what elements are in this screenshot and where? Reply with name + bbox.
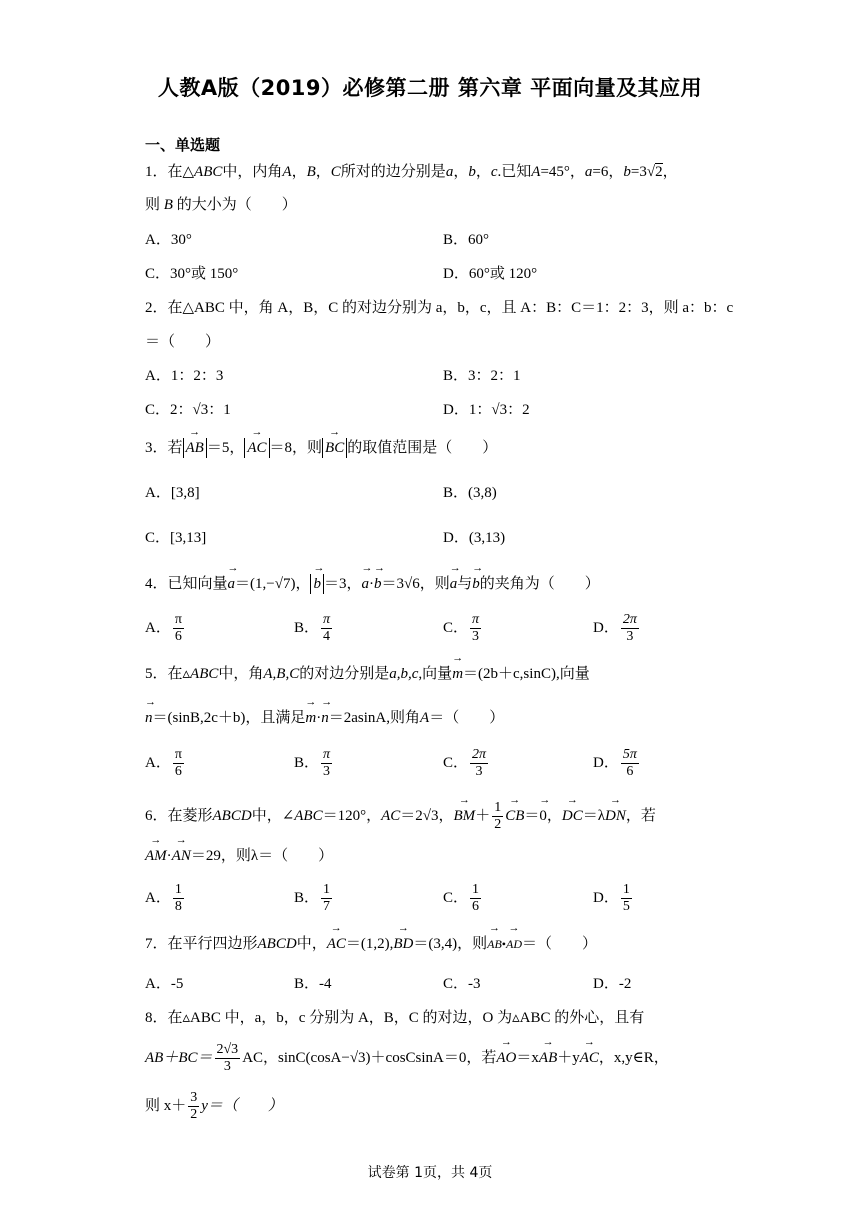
q8-stem-line3: 则 x＋ $\frac{3}{2}$ y＝（ ） [145,1090,283,1122]
q6-option-d[interactable]: D． $\frac{1}{5}$ [593,882,630,914]
q5-option-c[interactable]: C． $\frac{2\pi}{3}$ [443,747,487,779]
page-title: 人教A版（2019）必修第二册 第六章 平面向量及其应用 [157,76,703,100]
q6-option-c[interactable]: C． $\frac{1}{6}$ [443,882,480,914]
q1-option-a[interactable]: A．30° [145,232,192,248]
q6-option-a[interactable]: A． $\frac{1}{8}$ [145,882,182,914]
q1-stem-line1: 1．在△ABC中，内角A，B，C所对的边分别是a，b，c.已知A=45°，a=6，b=3√2， [145,164,678,180]
q2-option-c[interactable]: C．2：√3：1 [145,402,231,418]
q1-stem-line2: 则 B 的大小为（ ） [145,197,297,213]
q4-option-a[interactable]: A． $\frac{\pi}{6}$ [145,612,182,644]
q5-stem-line1: 5．在▵ABC中，角A,B,C的对边分别是a,b,c,向量→ m＝(2b＋c,sinC),向量 [145,664,590,684]
q1-option-d[interactable]: D．60°或 120° [443,266,538,282]
section-heading: 一、单选题 [145,136,221,154]
q1-option-b[interactable]: B．60° [443,232,490,248]
q2-stem-line1: 2．在△ABC 中，角 A，B，C 的对边分别为 a，b，c，且 A：B：C＝1：2：3，则 a：b：c [145,300,734,316]
q7-option-a[interactable]: A．-5 [145,976,184,992]
q5-stem-line2: → n＝(sinB,2c＋b)，且满足→ m·→ n＝2asinA,则角A＝（ ） [145,708,504,728]
q4-option-c[interactable]: C． $\frac{\pi}{3}$ [443,612,480,644]
q6-option-b[interactable]: B． $\frac{1}{7}$ [294,882,331,914]
page-footer: 试卷第 1页，共 4页 [367,1165,493,1181]
q8-stem-line2: AB＋BC＝ $\frac{2√3}{3}$ AC，sinC(cosA−√3)＋cosCsinA＝0，若→ AO＝x→ AB＋y→ AC，x,y∈R， [145,1042,669,1075]
q4-option-d[interactable]: D． $\frac{2\pi}{3}$ [593,612,637,644]
q7-option-c[interactable]: C．-3 [443,976,481,992]
q6-stem-line1: 6．在菱形ABCD中，∠ABC＝120°，AC＝2√3，→ BM＋ $\frac{1}{2}$ → CB＝→ 0，→ DC＝λ→ DN，若 [145,800,656,833]
q7-option-b[interactable]: B．-4 [294,976,332,992]
q2-stem-line2: ＝（ ） [145,334,221,350]
q5-option-a[interactable]: A． $\frac{\pi}{6}$ [145,747,182,779]
q3-option-a[interactable]: A．[3,8] [145,485,200,501]
q3-stem: 3．若→ AB ＝5，→ AC ＝8，则→ BC 的取值范围是（ ） [145,438,497,458]
q6-stem-line2: → AM·→ AN＝29，则λ＝（ ） [145,846,333,866]
q2-option-a[interactable]: A．1：2：3 [145,368,224,384]
q3-option-d[interactable]: D．(3,13) [443,530,506,546]
q7-option-d[interactable]: D．-2 [593,976,632,992]
q4-option-b[interactable]: B． $\frac{\pi}{4}$ [294,612,331,644]
q7-stem: 7．在平行四边形ABCD中，→ AC＝(1,2),→ BD＝(3,4)，则→ AB•→ AD＝（ ） [145,934,597,954]
q3-option-c[interactable]: C．[3,13] [145,530,207,546]
q8-stem-line1: 8．在▵ABC 中，a，b，c 分别为 A，B，C 的对边，O 为▵ABC 的外心，且有 [145,1010,645,1026]
q5-option-b[interactable]: B． $\frac{\pi}{3}$ [294,747,331,779]
q1-option-c[interactable]: C．30°或 150° [145,266,239,282]
q5-option-d[interactable]: D． $\frac{5\pi}{6}$ [593,747,637,779]
q2-option-d[interactable]: D．1：√3：2 [443,402,530,418]
q2-option-b[interactable]: B．3：2：1 [443,368,521,384]
q3-option-b[interactable]: B．(3,8) [443,485,497,501]
q4-stem: 4．已知向量→ a＝(1,−√7)，→ b ＝3，→ a·→ b＝3√6，则→ a与→ b的夹角为（ ） [145,574,600,594]
